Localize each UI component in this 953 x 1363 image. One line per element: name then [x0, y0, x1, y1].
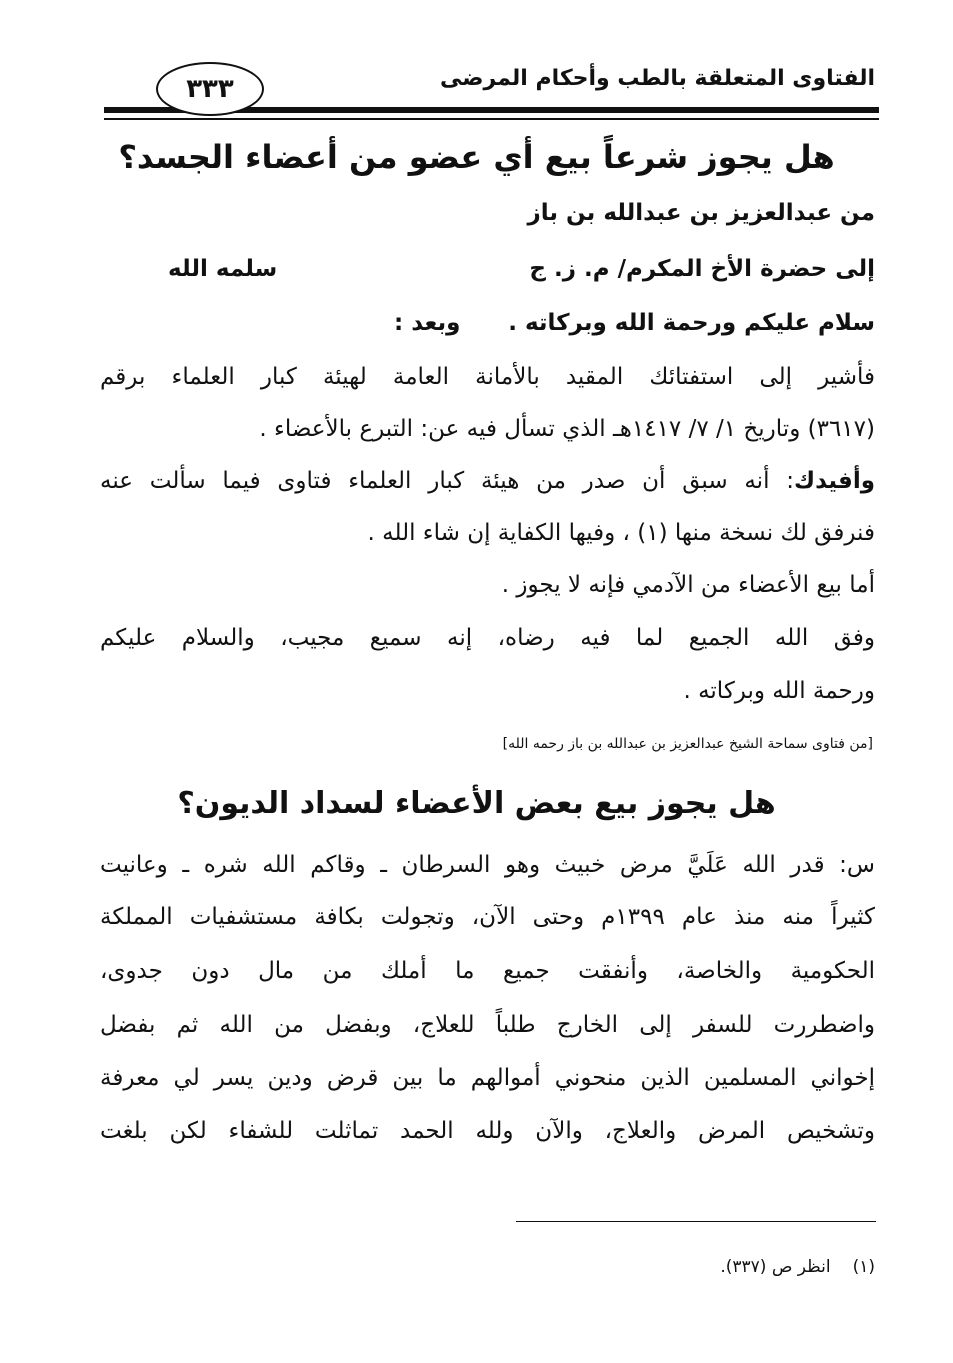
header-rule-thin: [104, 118, 879, 120]
greeting-line: سلام عليكم ورحمة الله وبركاته .: [508, 310, 875, 336]
section-heading-2: هل يجوز بيع بعض الأعضاء لسداد الديون؟: [177, 786, 776, 821]
question-line-5: إخواني المسلمين الذين منحوني أموالهم ما بين قرض ودين يسر لي معرفة: [100, 1065, 875, 1091]
running-header-title: الفتاوى المتعلقة بالطب وأحكام المرضى: [440, 66, 875, 91]
fatwa-source-citation: [من فتاوى سماحة الشيخ عبدالعزيز بن عبدالله بن باز رحمه الله]: [502, 736, 873, 752]
footnote-text: انظر ص (٣٣٧).: [720, 1257, 831, 1277]
question-line-2: كثيراً منه منذ عام ١٣٩٩م وحتى الآن، وتجولت بكافة مستشفيات المملكة: [100, 904, 875, 930]
footnote: [720, 1257, 875, 1277]
section-heading-1: هل يجوز شرعاً بيع أي عضو من أعضاء الجسد؟: [118, 138, 835, 176]
paragraph-1-line-1: فأشير إلى استفتائك المقيد بالأمانة العامة لهيئة كبار العلماء برقم: [100, 364, 875, 390]
footnote-separator: [516, 1221, 876, 1222]
wa-baad-text: وبعد :: [394, 310, 461, 336]
paragraph-2-line-1-rest: : أنه سبق أن صدر من هيئة كبار العلماء فتاوى فيما سألت عنه: [100, 468, 794, 494]
question-line-4: واضطررت للسفر إلى الخارج طلباً للعلاج، وبفضل من الله ثم بفضل: [100, 1012, 875, 1038]
salama-text: سلمه الله: [168, 256, 278, 282]
paragraph-4-line-2: ورحمة الله وبركاته .: [683, 678, 875, 704]
footnote-number: (١): [852, 1257, 875, 1277]
from-line: من عبدالعزيز بن عبدالله بن باز: [527, 200, 875, 226]
question-line-1: س: قدر الله عَلَيَّ مرض خبيث وهو السرطان ـ وقاكم الله شره ـ وعانيت: [100, 852, 875, 878]
paragraph-3: أما بيع الأعضاء من الآدمي فإنه لا يجوز .: [501, 572, 875, 598]
question-line-3: الحكومية والخاصة، وأنفقت جميع ما أملك من مال دون جدوى،: [100, 958, 875, 984]
paragraph-1-line-2: (٣٦١٧) وتاريخ ١/ ٧/ ١٤١٧هـ الذي تسأل فيه عن: التبرع بالأعضاء .: [259, 416, 875, 442]
to-line: إلى حضرة الأخ المكرم/ م. ز. ج: [529, 256, 875, 282]
page-number: ٣٣٣: [156, 62, 264, 116]
paragraph-4-line-1: وفق الله الجميع لما فيه رضاه، إنه سميع مجيب، والسلام عليكم: [100, 625, 875, 651]
paragraph-2-line-2: فنرفق لك نسخة منها (١) ، وفيها الكفاية إن شاء الله .: [367, 520, 875, 546]
question-line-6: وتشخيص المرض والعلاج، والآن ولله الحمد تماثلت للشفاء لكن بلغت: [100, 1118, 875, 1144]
paragraph-2-line-1: [100, 468, 875, 494]
paragraph-2-lead-word: وأفيدك: [794, 468, 875, 494]
